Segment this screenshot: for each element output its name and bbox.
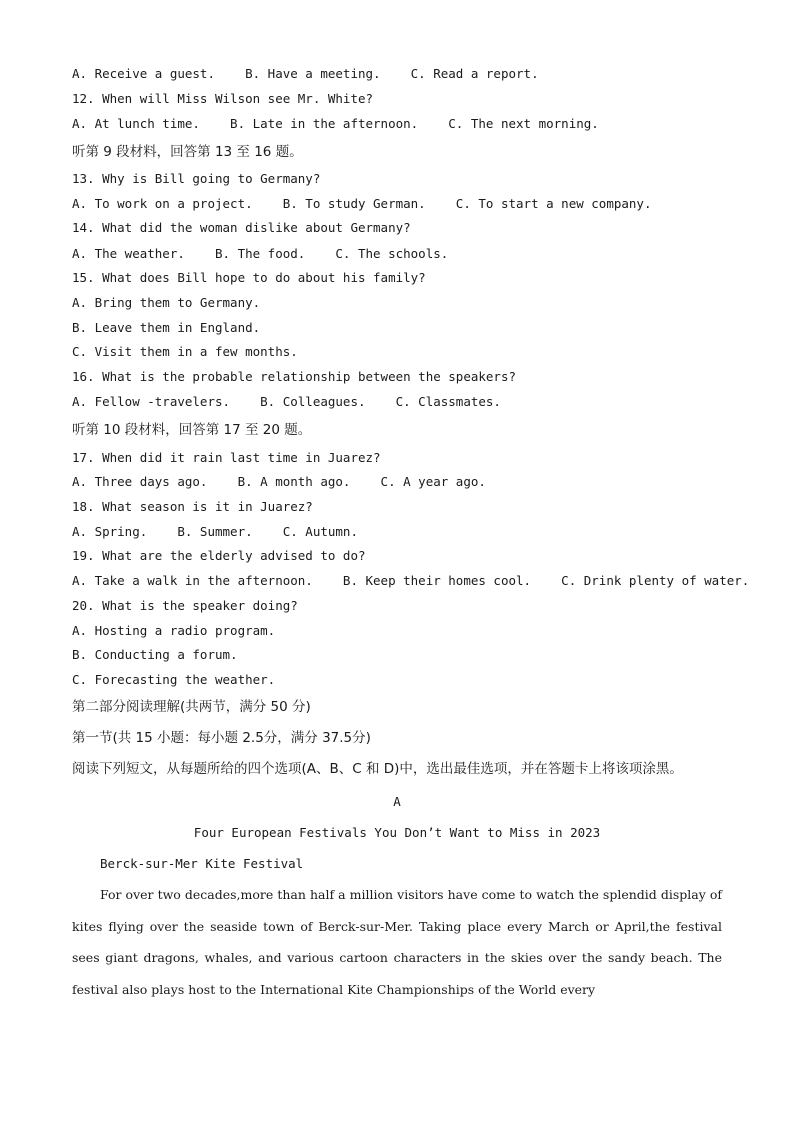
passage-title: Four European Festivals You Don’t Want to Miss in 2023	[193, 825, 601, 840]
line-q17-options: A. Three days ago. B. A month ago. C. A year ago.	[72, 474, 486, 489]
line-q20-option-b: B. Conducting a forum.	[72, 647, 238, 662]
line-q13: 13. Why is Bill going to Germany?	[72, 171, 321, 186]
line-q20-option-c: C. Forecasting the weather.	[72, 672, 276, 687]
section-instruction-10: 听第 10 段材料，回答第 17 至 20 题。	[72, 422, 312, 438]
line-q20-option-a: A. Hosting a radio program.	[72, 623, 276, 638]
line-q16-options: A. Fellow -travelers. B. Colleagues. C. Classmates.	[72, 394, 501, 409]
line-q17: 17. When did it rain last time in Juarez?	[72, 450, 381, 465]
line-q13-options: A. To work on a project. B. To study German. C. To start a new company.	[72, 196, 652, 211]
line-q12: 12. When will Miss Wilson see Mr. White?	[72, 91, 374, 106]
section-instruction-9: 听第 9 段材料，回答第 13 至 16 题。	[72, 144, 303, 160]
passage-subtitle: Berck-sur-Mer Kite Festival	[100, 856, 304, 871]
line-q19: 19. What are the elderly advised to do?	[72, 548, 366, 563]
line-q15-option-a: A. Bring them to Germany.	[72, 295, 261, 310]
line-q16: 16. What is the probable relationship between the speakers?	[72, 369, 517, 384]
line-q15-option-b: B. Leave them in England.	[72, 320, 261, 335]
part-two-heading: 第二部分阅读理解(共两节，满分 50 分)	[72, 699, 311, 715]
line-q19-options: A. Take a walk in the afternoon. B. Keep their homes cool. C. Drink plenty of water.	[72, 573, 750, 588]
line-q20: 20. What is the speaker doing?	[72, 598, 298, 613]
reading-instruction: 阅读下列短文，从每题所给的四个选项(A、B、C 和 D)中，选出最佳选项，并在答题卡上将该项涂黑。	[72, 761, 683, 777]
line-q12-options: A. At lunch time. B. Late in the afternoon. C. The next morning.	[72, 116, 599, 131]
line-q18-options: A. Spring. B. Summer. C. Autumn.	[72, 524, 358, 539]
line-q11-options: A. Receive a guest. B. Have a meeting. C. Read a report.	[72, 66, 539, 81]
line-q15-option-c: C. Visit them in a few months.	[72, 344, 298, 359]
line-q14: 14. What did the woman dislike about Germany?	[72, 220, 411, 235]
passage-body: For over two decades,more than half a million visitors have come to watch the splendid display of kites flying over the seaside town of Berck-sur-Mer. Taking place every March or April,the festival sees giant dragons, whales, and various cartoon characters in the skies over the sandy beach. The festival also plays host to the International Kite Championships of the World every	[72, 887, 722, 997]
line-q18: 18. What season is it in Juarez?	[72, 499, 313, 514]
section-one-heading: 第一节(共 15 小题：每小题 2.5分，满分 37.5分)	[72, 730, 371, 746]
line-q15: 15. What does Bill hope to do about his family?	[72, 270, 426, 285]
line-q14-options: A. The weather. B. The food. C. The schools.	[72, 246, 449, 261]
passage-letter: A	[393, 794, 401, 809]
